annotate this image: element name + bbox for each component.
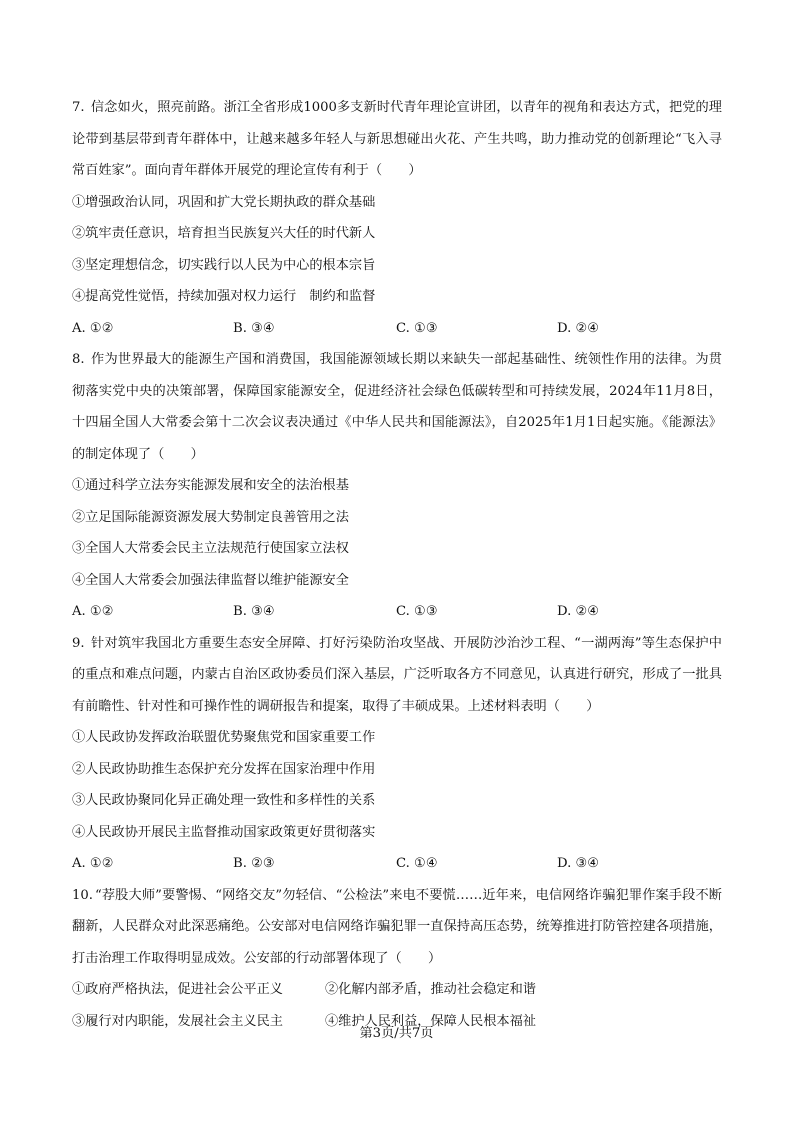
statement-option: ③坚定理想信念，切实践行以人民为中心的根本宗旨	[72, 257, 376, 273]
statement-option: ④提高党性觉悟，持续加强对权力运行 制约和监督	[72, 289, 376, 304]
statement-option: ④维护人民利益，保障人民根本福祉	[325, 1013, 536, 1029]
question-list	[72, 92, 722, 1037]
statement-option: ②化解内部矛盾，推动社会稳定和谐	[325, 982, 536, 997]
question-stem	[72, 880, 722, 975]
statement-option: ①通过科学立法夯实能源发展和安全的法治根基	[72, 478, 349, 493]
statement-option: ③履行对内职能，发展社会主义民主	[72, 1013, 283, 1029]
choice-d: D. ③④	[557, 856, 600, 871]
page-number-label: 第3页/共7页	[359, 1026, 434, 1041]
question-text: “荐股大师”要警惕、“网络交友”勿轻信、“公检法”来电不要慌……近年来，电信网络诈骗犯罪作案手段不断翻新，人民群众对此深恶痛绝。公安部对电信网络诈骗犯罪一直保持高压态势，统筹推进打防管控建各项措施，打击治理工作取得明显成效。公安部的行动部署体现了（ ）	[72, 887, 722, 966]
statement-option: ①人民政协发挥政治联盟优势聚焦党和国家重要工作	[72, 730, 376, 745]
answer-choices	[72, 596, 722, 628]
question-stem	[72, 92, 722, 187]
statement-option: ③人民政协聚同化异正确处理一致性和多样性的关系	[72, 793, 376, 808]
statement-option: ②人民政协助推生态保护充分发挥在国家治理中作用	[72, 761, 376, 777]
statement-option-row	[72, 974, 722, 1006]
statement-option: ④全国人大常委会加强法律监督以维护能源安全	[72, 572, 349, 588]
question-stem	[72, 628, 722, 723]
question-9	[72, 628, 722, 880]
question-text: 信念如火，照亮前路。浙江全省形成1000多支新时代青年理论宣讲团，以青年的视角和表达方式，把党的理论带到基层带到青年群体中，让越来越多年轻人与新思想碰出火花、产生共鸣，助力推动党的创新理论“飞入寻常百姓家”。面向青年群体开展党的理论宣传有利于（ ）	[72, 100, 722, 178]
choice-b: B. ②③	[233, 856, 275, 871]
choice-c: C. ①③	[396, 320, 438, 336]
statement-option: ④人民政协开展民主监督推动国家政策更好贯彻落实	[72, 824, 376, 840]
choice-a: A. ①②	[72, 604, 114, 619]
choice-a: A. ①②	[72, 856, 114, 871]
statement-option: ①增强政治认同，巩固和扩大党长期执政的群众基础	[72, 194, 376, 210]
choice-b: B. ③④	[233, 320, 275, 336]
choice-a: A. ①②	[72, 320, 114, 336]
answer-choices	[72, 848, 722, 880]
answer-choices	[72, 313, 722, 345]
question-7	[72, 92, 722, 344]
statement-option: ①政府严格执法，促进社会公平正义	[72, 982, 283, 997]
question-number: 7.	[72, 100, 85, 115]
question-text: 针对筑牢我国北方重要生态安全屏障、打好污染防治攻坚战、开展防沙治沙工程、“一湖两海”等生态保护中的重点和难点问题，内蒙古自治区政协委员们深入基层，广泛听取各方不同意见，认真进行研究，形成了一批具有前瞻性、针对性和可操作性的调研报告和提案，取得了丰硕成果。上述材料表明（ ）	[72, 635, 722, 714]
question-10	[72, 880, 722, 1038]
question-text: 作为世界最大的能源生产国和消费国，我国能源领域长期以来缺失一部起基础性、统领性作用的法律。为贯彻落实党中央的决策部署，保障国家能源安全，促进经济社会绿色低碳转型和可持续发展，2024年11月8日，十四届全国人大常委会第十二次会议表决通过《中华人民共和国能源法》，自2025年1月1日起实施。《能源法》的制定体现了（ ）	[72, 352, 722, 462]
question-number: 9.	[72, 635, 85, 651]
statement-option: ②立足国际能源资源发展大势制定良善管用之法	[72, 509, 349, 525]
question-number: 8.	[72, 352, 85, 367]
choice-d: D. ②④	[557, 320, 600, 336]
question-number: 10.	[72, 887, 93, 903]
page-footer	[0, 1024, 793, 1044]
choice-c: C. ①③	[396, 604, 438, 619]
question-8	[72, 344, 722, 628]
choice-d: D. ②④	[557, 604, 600, 619]
statement-option: ③全国人大常委会民主立法规范行使国家立法权	[72, 541, 349, 556]
statement-option: ②筑牢责任意识，培育担当民族复兴大任的时代新人	[72, 226, 376, 241]
question-stem	[72, 344, 722, 470]
choice-b: B. ③④	[233, 604, 275, 619]
choice-c: C. ①④	[396, 856, 438, 871]
